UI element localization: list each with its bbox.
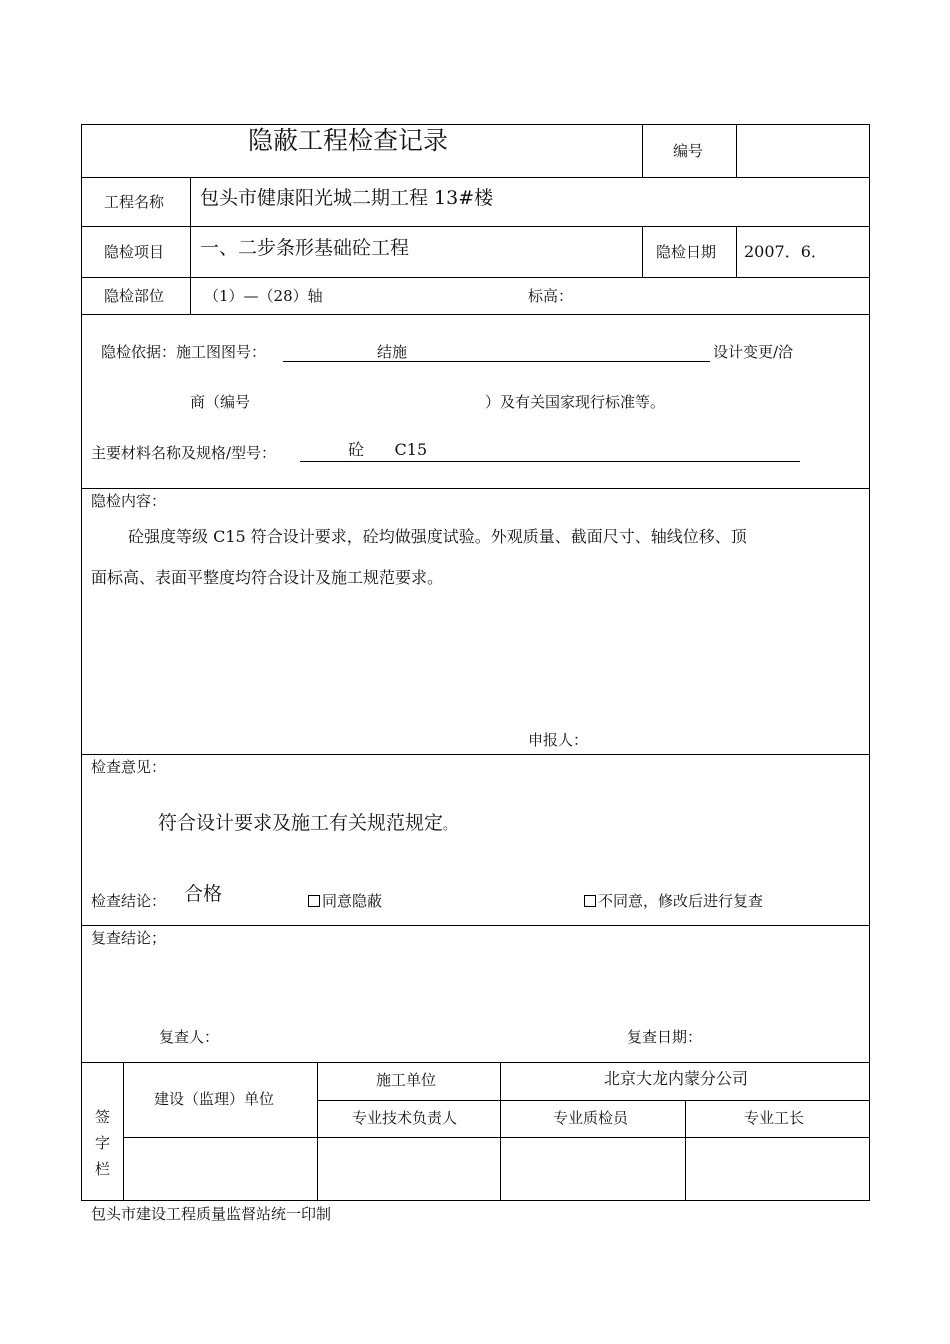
signature-column-char-1: 签 xyxy=(95,1108,111,1126)
col-divider xyxy=(190,177,191,315)
content-line-2: 面标高、表面平整度均符合设计及施工规范要求。 xyxy=(91,568,444,587)
conclusion-value[interactable]: 合格 xyxy=(184,883,223,905)
negotiation-prefix: 商（编号 xyxy=(190,393,251,411)
row-divider xyxy=(81,488,870,489)
opinion-text-tail: 。 xyxy=(443,818,457,833)
row-divider xyxy=(317,1100,870,1101)
table-border-bottom xyxy=(81,1200,870,1201)
date-value[interactable]: 2007．6． xyxy=(744,242,827,261)
drawing-number-underline xyxy=(283,361,710,362)
part-label: 隐检部位 xyxy=(104,287,165,305)
disagree-option[interactable] xyxy=(584,894,763,909)
elevation-label: 标高： xyxy=(528,287,574,305)
content-line-1: 砼强度等级 C15 符合设计要求，砼均做强度试验。外观质量、截面尺寸、轴线位移、顶 xyxy=(128,527,747,546)
negotiation-suffix: ）及有关国家现行标准等。 xyxy=(485,393,666,411)
item-label: 隐检项目 xyxy=(104,243,165,261)
agree-option-label: 同意隐蔽 xyxy=(322,892,383,910)
row-divider xyxy=(81,1062,870,1063)
disagree-checkbox[interactable] xyxy=(584,895,596,907)
opinion-text-main: 符合设计要求及施工有关规范规定 xyxy=(158,812,444,834)
agree-checkbox[interactable] xyxy=(308,895,320,907)
opinion-text xyxy=(158,814,456,833)
material-label: 主要材料名称及规格/型号： xyxy=(91,444,277,462)
table-border-left xyxy=(81,124,82,1201)
reporter-label: 申报人： xyxy=(528,731,589,749)
content-label: 隐检内容： xyxy=(91,492,167,510)
recheck-label: 复查结论； xyxy=(91,929,167,947)
number-label: 编号 xyxy=(673,142,704,160)
row-divider xyxy=(81,226,870,227)
contractor-unit-label: 施工单位 xyxy=(376,1071,437,1089)
design-change-label: 设计变更/洽 xyxy=(713,343,794,361)
print-footer: 包头市建设工程质量监督站统一印制 xyxy=(91,1205,332,1223)
project-name-value[interactable]: 包头市健康阳光城二期工程 13#楼 xyxy=(200,187,494,209)
tech-lead-label: 专业技术负责人 xyxy=(352,1109,458,1127)
foreman-label: 专业工长 xyxy=(744,1109,805,1127)
foreman-signature-cell[interactable] xyxy=(686,1138,868,1199)
item-value[interactable]: 一、二步条形基础砼工程 xyxy=(200,237,410,259)
supervisor-signature-cell[interactable] xyxy=(124,1138,316,1199)
part-value[interactable]: （1）—（28）轴 xyxy=(204,287,323,305)
form-title: 隐蔽工程检查记录 xyxy=(248,126,449,155)
date-label: 隐检日期 xyxy=(656,243,717,261)
signature-column-char-3: 栏 xyxy=(95,1160,111,1178)
row-divider xyxy=(81,314,870,315)
opinion-label: 检查意见： xyxy=(91,758,167,776)
col-divider xyxy=(642,226,643,278)
recheck-person-label: 复查人： xyxy=(159,1028,220,1046)
drawing-number-value[interactable]: 结施 xyxy=(377,343,408,361)
contractor-unit-name[interactable]: 北京大龙内蒙分公司 xyxy=(604,1069,749,1088)
disagree-option-label: 不同意，修改后进行复查 xyxy=(598,892,764,910)
material-value[interactable]: 砼 C15 xyxy=(348,440,428,459)
qc-inspector-label: 专业质检员 xyxy=(553,1109,629,1127)
table-border-right xyxy=(869,124,870,1201)
qc-inspector-signature-cell[interactable] xyxy=(501,1138,684,1199)
agree-option[interactable] xyxy=(308,894,382,909)
col-divider xyxy=(736,124,737,178)
row-divider xyxy=(81,754,870,755)
material-underline xyxy=(300,461,800,462)
recheck-date-label: 复查日期： xyxy=(627,1028,703,1046)
conclusion-label: 检查结论： xyxy=(91,892,167,910)
basis-prefix: 隐检依据：施工图图号： xyxy=(101,343,267,361)
col-divider xyxy=(642,124,643,178)
row-divider xyxy=(81,177,870,178)
project-name-label: 工程名称 xyxy=(104,193,165,211)
signature-column-char-2: 字 xyxy=(95,1134,111,1152)
row-divider xyxy=(81,277,870,278)
tech-lead-signature-cell[interactable] xyxy=(318,1138,499,1199)
supervisor-unit-label: 建设（监理）单位 xyxy=(154,1090,275,1108)
table-border-top xyxy=(81,124,870,125)
col-divider xyxy=(736,226,737,278)
row-divider xyxy=(81,925,870,926)
